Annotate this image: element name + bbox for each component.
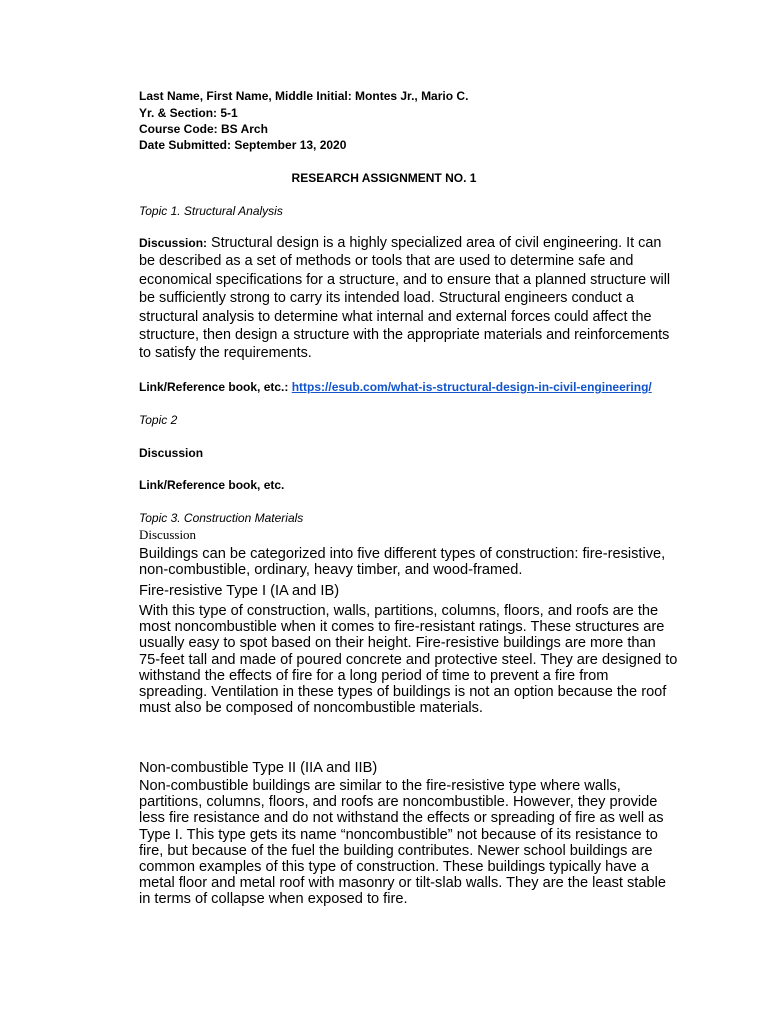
topic3-intro: Buildings can be categorized into five different types of construction: fire-resistive, non-combustible, ordinary, heavy timber, and wood-framed. [139,546,666,579]
type1-text: With this type of construction, walls, partitions, columns, floors, and roofs are the most noncombustible when it comes to fire-resistant ratings. These structures are usually easy to spot based on their height. Fire-resistive buildings are more than 75-feet tall and made of poured concrete and protective steel. They are designed to withstand the effects of fire for a long period of time to prevent a fire from spreading. Ventilation in these types of buildings is not an option because the roof must also be composed of noncombustible materials. [139,603,678,717]
section-line: Yr. & Section: 5-1 [139,106,238,120]
topic1-discussion-label: Discussion: [139,236,208,250]
course-line: Course Code: BS Arch [139,122,268,136]
topic3-discussion-label: Discussion [139,527,197,542]
date-line: Date Submitted: September 13, 2020 [139,138,347,152]
topic1-link-row [139,379,652,395]
document-title: RESEARCH ASSIGNMENT NO. 1 [291,171,477,185]
topic3-heading: Topic 3. Construction Materials [139,511,304,525]
name-line: Last Name, First Name, Middle Initial: Montes Jr., Mario C. [139,89,469,103]
type1-heading: Fire-resistive Type I (IA and IB) [139,583,340,599]
topic1-heading: Topic 1. Structural Analysis [139,204,283,218]
topic1-discussion-text: Structural design is a highly specialized area of civil engineering. It can be described as a set of methods or tools that are used to determine safe and economical specifications for a structure, and to ensure that a planned structure will be sufficiently strong to carry its intended load. Structural engineers conduct a structural analysis to determine what internal and external forces could affect the structure, then design a structure with the appropriate materials and reinforcements to satisfy the requirements. [139,235,671,362]
type2-heading: Non-combustible Type II (IIA and IIB) [139,760,378,776]
topic1-discussion [139,234,674,363]
topic2-discussion-label: Discussion [139,446,204,460]
topic1-reference-link[interactable]: https://esub.com/what-is-structural-design-in-civil-engineering/ [291,380,652,394]
topic2-link-label: Link/Reference book, etc. [139,478,285,492]
type2-text: Non-combustible buildings are similar to the fire-resistive type where walls, partitions, columns, floors, and roofs are noncombustible. However, they provide less fire resistance and do not withstand the effects or spreading of fire as well as Type I. This type gets its name “noncombustible” not because of its resistance to fire, but because of the fuel the building contributes. Newer school buildings are common examples of this type of construction. These buildings typically have a metal floor and metal roof with masonry or tilt-slab walls. They are the least stable in terms of collapse when exposed to fire. [139,778,666,908]
topic2-heading: Topic 2 [139,413,178,427]
topic1-link-label: Link/Reference book, etc.: [139,380,289,394]
